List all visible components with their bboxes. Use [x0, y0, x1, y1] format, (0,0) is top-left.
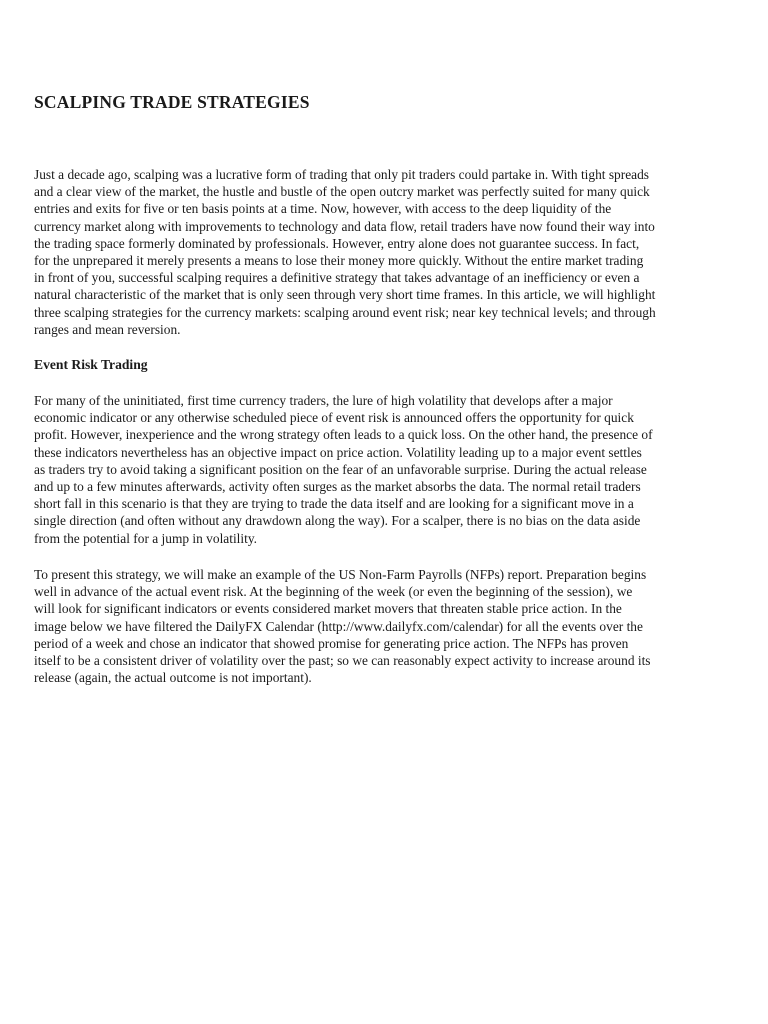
- text-line: in front of you, successful scalping requires a definitive strategy that takes advantage of an inefficiency or even a: [34, 270, 640, 286]
- text-line: image below we have filtered the DailyFX Calendar (http://www.dailyfx.com/calendar) for all the events over the: [34, 618, 643, 634]
- text-line: currency market along with improvements to technology and data flow, retail traders have now found their way into: [34, 218, 655, 234]
- text-line: release (again, the actual outcome is not important).: [34, 670, 312, 686]
- text-line: will look for significant indicators or events considered market movers that threaten stable price action. In the: [34, 601, 622, 617]
- text-line: and up to a few minutes afterwards, activity often surges as the market absorbs the data. The normal retail traders: [34, 479, 641, 495]
- text-line: well in advance of the actual event risk. At the beginning of the week (or even the beginning of the session), we: [34, 584, 633, 600]
- text-line: To present this strategy, we will make an example of the US Non-Farm Payrolls (NFPs) report. Preparation begins: [34, 567, 647, 582]
- text-line: Just a decade ago, scalping was a lucrative form of trading that only pit traders could partake in. With tight spreads: [34, 167, 650, 182]
- text-line: period of a week and chose an indicator that showed promise for generating price action. The NFPs has proven: [34, 635, 629, 651]
- text-line: profit. However, inexperience and the wrong strategy often leads to a quick loss. On the other hand, the presence of: [34, 427, 653, 443]
- page-title: SCALPING TRADE STRATEGIES: [34, 92, 310, 112]
- section-paragraph-2: [34, 566, 736, 686]
- text-line: itself to be a consistent driver of volatility over the past; so we can reasonably expect activity to increase around its: [34, 653, 651, 669]
- text-line: for the unprepared it merely presents a means to lose their money more quickly. Without the entire market trading: [34, 253, 644, 269]
- text-line: these indicators nevertheless has an objective impact on price action. Volatility leading up to a major event settles: [34, 444, 642, 460]
- intro-paragraph: [34, 166, 736, 338]
- text-line: three scalping strategies for the currency markets: scalping around event risk; near key technical levels; and through: [34, 304, 656, 320]
- text-line: the trading space formerly dominated by professionals. However, entry alone does not guarantee success. In fact,: [34, 235, 640, 251]
- text-line: ranges and mean reversion.: [34, 321, 181, 337]
- text-line: and a clear view of the market, the hustle and bustle of the open outcry market was perfectly suited for many quick: [34, 184, 650, 200]
- text-line: single direction (and often without any drawdown along the way). For a scalper, there is no bias on the data aside: [34, 513, 641, 529]
- text-line: from the potential for a jump in volatility.: [34, 530, 258, 546]
- text-line: short fall in this scenario is that they are trying to trade the data itself and are looking for a significant move in a: [34, 496, 634, 512]
- text-line: economic indicator or any otherwise scheduled piece of event risk is announced offers the opportunity for quick: [34, 410, 634, 426]
- section-paragraph-1: [34, 392, 736, 547]
- text-line: For many of the uninitiated, first time currency traders, the lure of high volatility that develops after a major: [34, 393, 613, 408]
- text-line: as traders try to avoid taking a significant position on the fear of an unfavorable surprise. During the actual release: [34, 461, 647, 477]
- text-line: entries and exits for five or ten basis points at a time. Now, however, with access to the deep liquidity of the: [34, 201, 612, 217]
- section-heading: Event Risk Trading: [34, 357, 148, 372]
- text-line: natural characteristic of the market that is only seen through very short time frames. In this article, we will highlight: [34, 287, 656, 303]
